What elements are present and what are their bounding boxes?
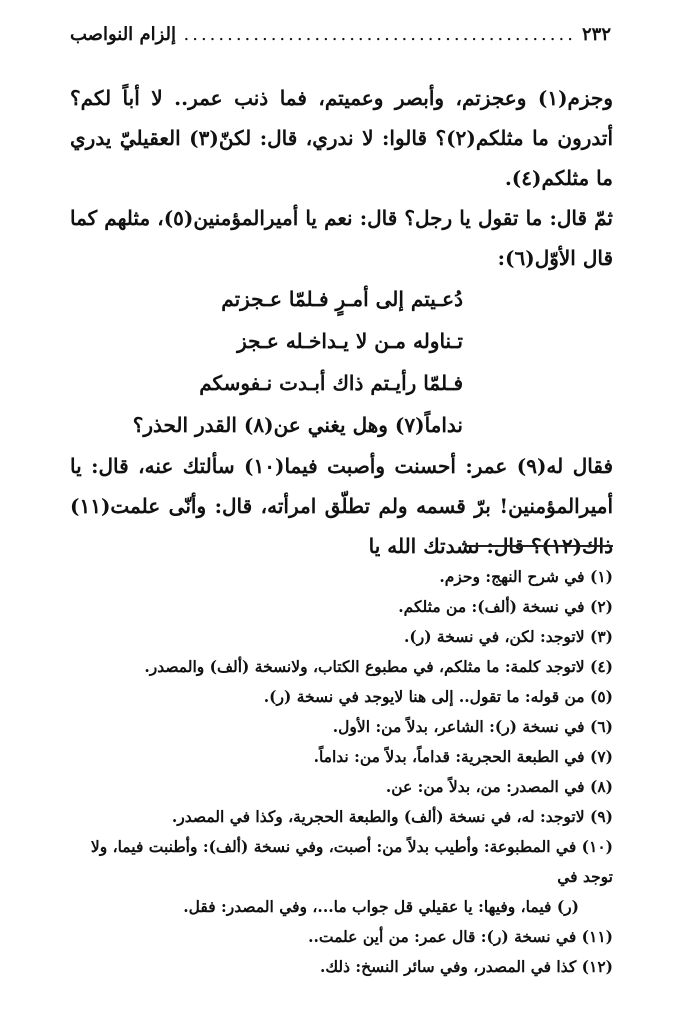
footnote-item <box>70 562 613 592</box>
footnote-item <box>70 772 613 802</box>
footnote-text: (٥) من قوله: ما تقول.. إلى هنا لايوجد في نسخة (ر). <box>263 687 613 706</box>
footnote-text: (١) في شرح النهج: وحزم. <box>439 567 613 586</box>
footnote-item <box>70 682 613 712</box>
verse-line: تـناوله مـن لا يـداخـله عـجز <box>237 329 463 353</box>
footnote-text: (٧) في الطبعة الحجرية: قداماً، بدلاً من: نداماً. <box>313 747 613 766</box>
footnote-text: (١٢) كذا في المصدر، وفي سائر النسخ: ذلك. <box>319 957 613 976</box>
footnote-item <box>70 832 613 922</box>
footnote-text: (٩) لاتوجد: له، في نسخة (ألف) والطبعة الحجرية، وكذا في المصدر. <box>171 807 613 826</box>
footnote-item <box>70 712 613 742</box>
main-text <box>70 78 613 566</box>
poem-verses <box>70 278 463 446</box>
footnote-text: (٨) في المصدر: من، بدلاً من: عن. <box>385 777 613 796</box>
page-number: ٢٣٢ <box>581 24 611 45</box>
paragraph-2: ثمّ قال: ما تقول يا رجل؟ قال: نعم يا أميرالمؤمنين(٥)، مثلهم كما قال الأوّل(٦): <box>70 206 613 270</box>
footnotes-list <box>70 562 613 982</box>
footnote-item <box>70 952 613 982</box>
footnote-text: (٦) في نسخة (ر): الشاعر، بدلاً من: الأول. <box>332 717 613 736</box>
verse-line: فـلمّا رأيـتم ذاك أبـدت نـفوسكم <box>199 371 463 395</box>
footnote-text: (١١) في نسخة (ر): قال عمر: من أين علمت.. <box>308 927 613 946</box>
header-leader-dots <box>182 24 576 45</box>
footnote-text: (٢) في نسخة (ألف): من مثلكم. <box>398 597 613 616</box>
footnote-separator <box>465 545 613 547</box>
footnote-item <box>70 652 613 682</box>
running-header <box>70 24 611 56</box>
footnote-text: (١٠) في المطبوعة: وأطيب بدلاً من: أصبت، وفي نسخة (ألف): وأطنبت فيما، ولا توجد في <box>90 837 613 886</box>
footnote-text: (٣) لاتوجد: لكن، في نسخة (ر). <box>403 627 613 646</box>
footnote-continuation: (ر) فيما، وفيها: يا عقيلي قل جواب ما...، وفي المصدر: فقل. <box>183 897 579 916</box>
footnote-item <box>70 592 613 622</box>
footnote-item <box>70 622 613 652</box>
paragraph-1: وجزم(١) وعجزتم، وأبصر وعميتم، فما ذنب عمر.. لا أباً لكم؟ أتدرون ما مثلكم(٢)؟ قالوا: لا ندري، قال: لكنّ(٣) العقيليّ يدري ما مثلكم(٤). <box>70 86 614 190</box>
verse-line: دُعـيتم إلى أمـرٍ فـلمّا عـجزتم <box>221 287 463 311</box>
footnote-item <box>70 742 613 772</box>
footnote-item <box>70 922 613 952</box>
verse-line: نداماً(٧) وهل يغني عن(٨) القدر الحذر؟ <box>132 413 463 437</box>
footnote-item <box>70 802 613 832</box>
paragraph-3: فقال له(٩) عمر: أحسنت وأصبت فيما(١٠) سألتك عنه، قال: يا أميرالمؤمنين! برّ قسمه ولم تطلّق امرأته، قال: وأنّى علمت(١١) ذاك(١٢)؟ قال: نشدتك الله يا <box>70 454 614 558</box>
running-title: إلزام النواصب <box>70 24 177 45</box>
footnote-text: (٤) لاتوجد كلمة: ما مثلكم، في مطبوع الكتاب، ولانسخة (ألف) والمصدر. <box>144 657 613 676</box>
